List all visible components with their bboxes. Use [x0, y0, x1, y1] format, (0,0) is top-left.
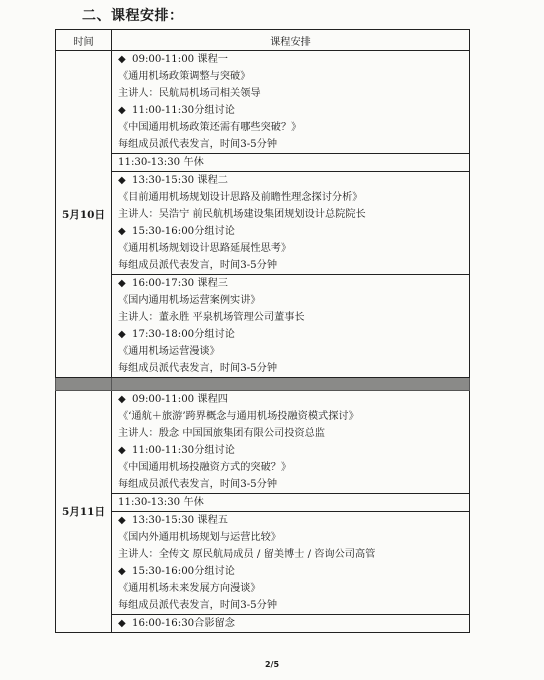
discussion-note: 每组成员派代表发言，时间3-5分钟 — [118, 479, 278, 490]
discussion-topic: 《中国通用机场投融资方式的突破？》 — [118, 462, 292, 473]
bullet-icon: ◆ — [118, 226, 126, 237]
session-cell — [112, 275, 470, 378]
discussion-title: ◆ 15:30-16:00分组讨论 — [112, 223, 469, 240]
discussion-title: ◆ 11:00-11:30分组讨论 — [112, 442, 469, 459]
bullet-icon: ◆ — [118, 394, 126, 405]
table-row — [56, 615, 470, 633]
lunch-text: 11:30-13:30 午休 — [118, 497, 204, 508]
session-title: ◆ 09:00-11:00 课程四 — [112, 391, 469, 408]
course-name: 《国内通用机场运营案例实讲》 — [118, 295, 261, 306]
session-cell — [112, 172, 470, 275]
page-number: 2/5 — [264, 660, 280, 669]
speaker: 主讲人：民航局机场司相关领导 — [118, 88, 261, 99]
discussion-topic: 《通用机场规划设计思路延展性思考》 — [118, 243, 292, 254]
table-header-row — [56, 30, 470, 51]
course-name: 《通用机场政策调整与突破》 — [118, 71, 251, 82]
discussion-note: 每组成员派代表发言，时间3-5分钟 — [118, 260, 278, 271]
bullet-icon: ◆ — [118, 445, 126, 456]
table-row — [56, 172, 470, 275]
schedule-table — [55, 29, 470, 633]
lunch-cell — [112, 154, 470, 172]
course-name: 《‘通航＋旅游’跨界概念与通用机场投融资模式探讨》 — [118, 411, 359, 422]
separator-cell — [56, 378, 112, 391]
bullet-icon: ◆ — [118, 54, 126, 65]
speaker: 主讲人：吴浩宁 前民航机场建设集团规划设计总院院长 — [118, 209, 366, 220]
bullet-icon: ◆ — [118, 329, 126, 340]
table-row — [56, 275, 470, 378]
header-time: 时间 — [56, 30, 112, 51]
discussion-title: ◆ 11:00-11:30分组讨论 — [112, 102, 469, 119]
day-separator-row — [56, 378, 470, 391]
bullet-icon: ◆ — [118, 618, 126, 629]
date-cell-day2: 5月11日 — [56, 391, 112, 633]
course-name: 《目前通用机场规划设计思路及前瞻性理念探讨分析》 — [118, 192, 363, 203]
session-title: ◆ 13:30-15:30 课程二 — [112, 172, 469, 189]
session-cell — [112, 51, 470, 154]
course-name: 《国内外通用机场规划与运营比较》 — [118, 532, 281, 543]
header-schedule: 课程安排 — [112, 30, 470, 51]
session-cell — [112, 615, 470, 633]
date-cell-day1: 5月10日 — [56, 51, 112, 378]
bullet-icon: ◆ — [118, 105, 126, 116]
session-title: ◆ 16:00-17:30 课程三 — [112, 275, 469, 292]
table-row — [56, 154, 470, 172]
discussion-note: 每组成员派代表发言，时间3-5分钟 — [118, 600, 278, 611]
session-title: ◆ 09:00-11:00 课程一 — [112, 51, 469, 68]
session-cell — [112, 391, 470, 494]
bullet-icon: ◆ — [118, 278, 126, 289]
table-row — [56, 494, 470, 512]
discussion-note: 每组成员派代表发言，时间3-5分钟 — [118, 363, 278, 374]
session-title: ◆ 16:00-16:30合影留念 — [112, 615, 469, 632]
bullet-icon: ◆ — [118, 175, 126, 186]
bullet-icon: ◆ — [118, 566, 126, 577]
section-heading: 二、课程安排： — [82, 8, 184, 24]
bullet-icon: ◆ — [118, 515, 126, 526]
discussion-title: ◆ 17:30-18:00分组讨论 — [112, 326, 469, 343]
discussion-topic: 《中国通用机场政策还需有哪些突破？》 — [118, 122, 302, 133]
separator-cell — [112, 378, 470, 391]
lunch-cell — [112, 494, 470, 512]
session-cell — [112, 512, 470, 615]
table-row — [56, 51, 470, 154]
speaker: 主讲人：董永胜 平泉机场管理公司董事长 — [118, 312, 305, 323]
discussion-topic: 《通用机场未来发展方向漫谈》 — [118, 583, 261, 594]
table-row — [56, 391, 470, 494]
discussion-title: ◆ 15:30-16:00分组讨论 — [112, 563, 469, 580]
discussion-topic: 《通用机场运营漫谈》 — [118, 346, 220, 357]
speaker: 主讲人：殷念 中国国旅集团有限公司投资总监 — [118, 428, 325, 439]
discussion-note: 每组成员派代表发言，时间3-5分钟 — [118, 139, 278, 150]
lunch-text: 11:30-13:30 午休 — [118, 157, 204, 168]
speaker: 主讲人：全传文 原民航局成员 / 留美博士 / 咨询公司高管 — [118, 549, 376, 560]
table-row — [56, 512, 470, 615]
session-title: ◆ 13:30-15:30 课程五 — [112, 512, 469, 529]
